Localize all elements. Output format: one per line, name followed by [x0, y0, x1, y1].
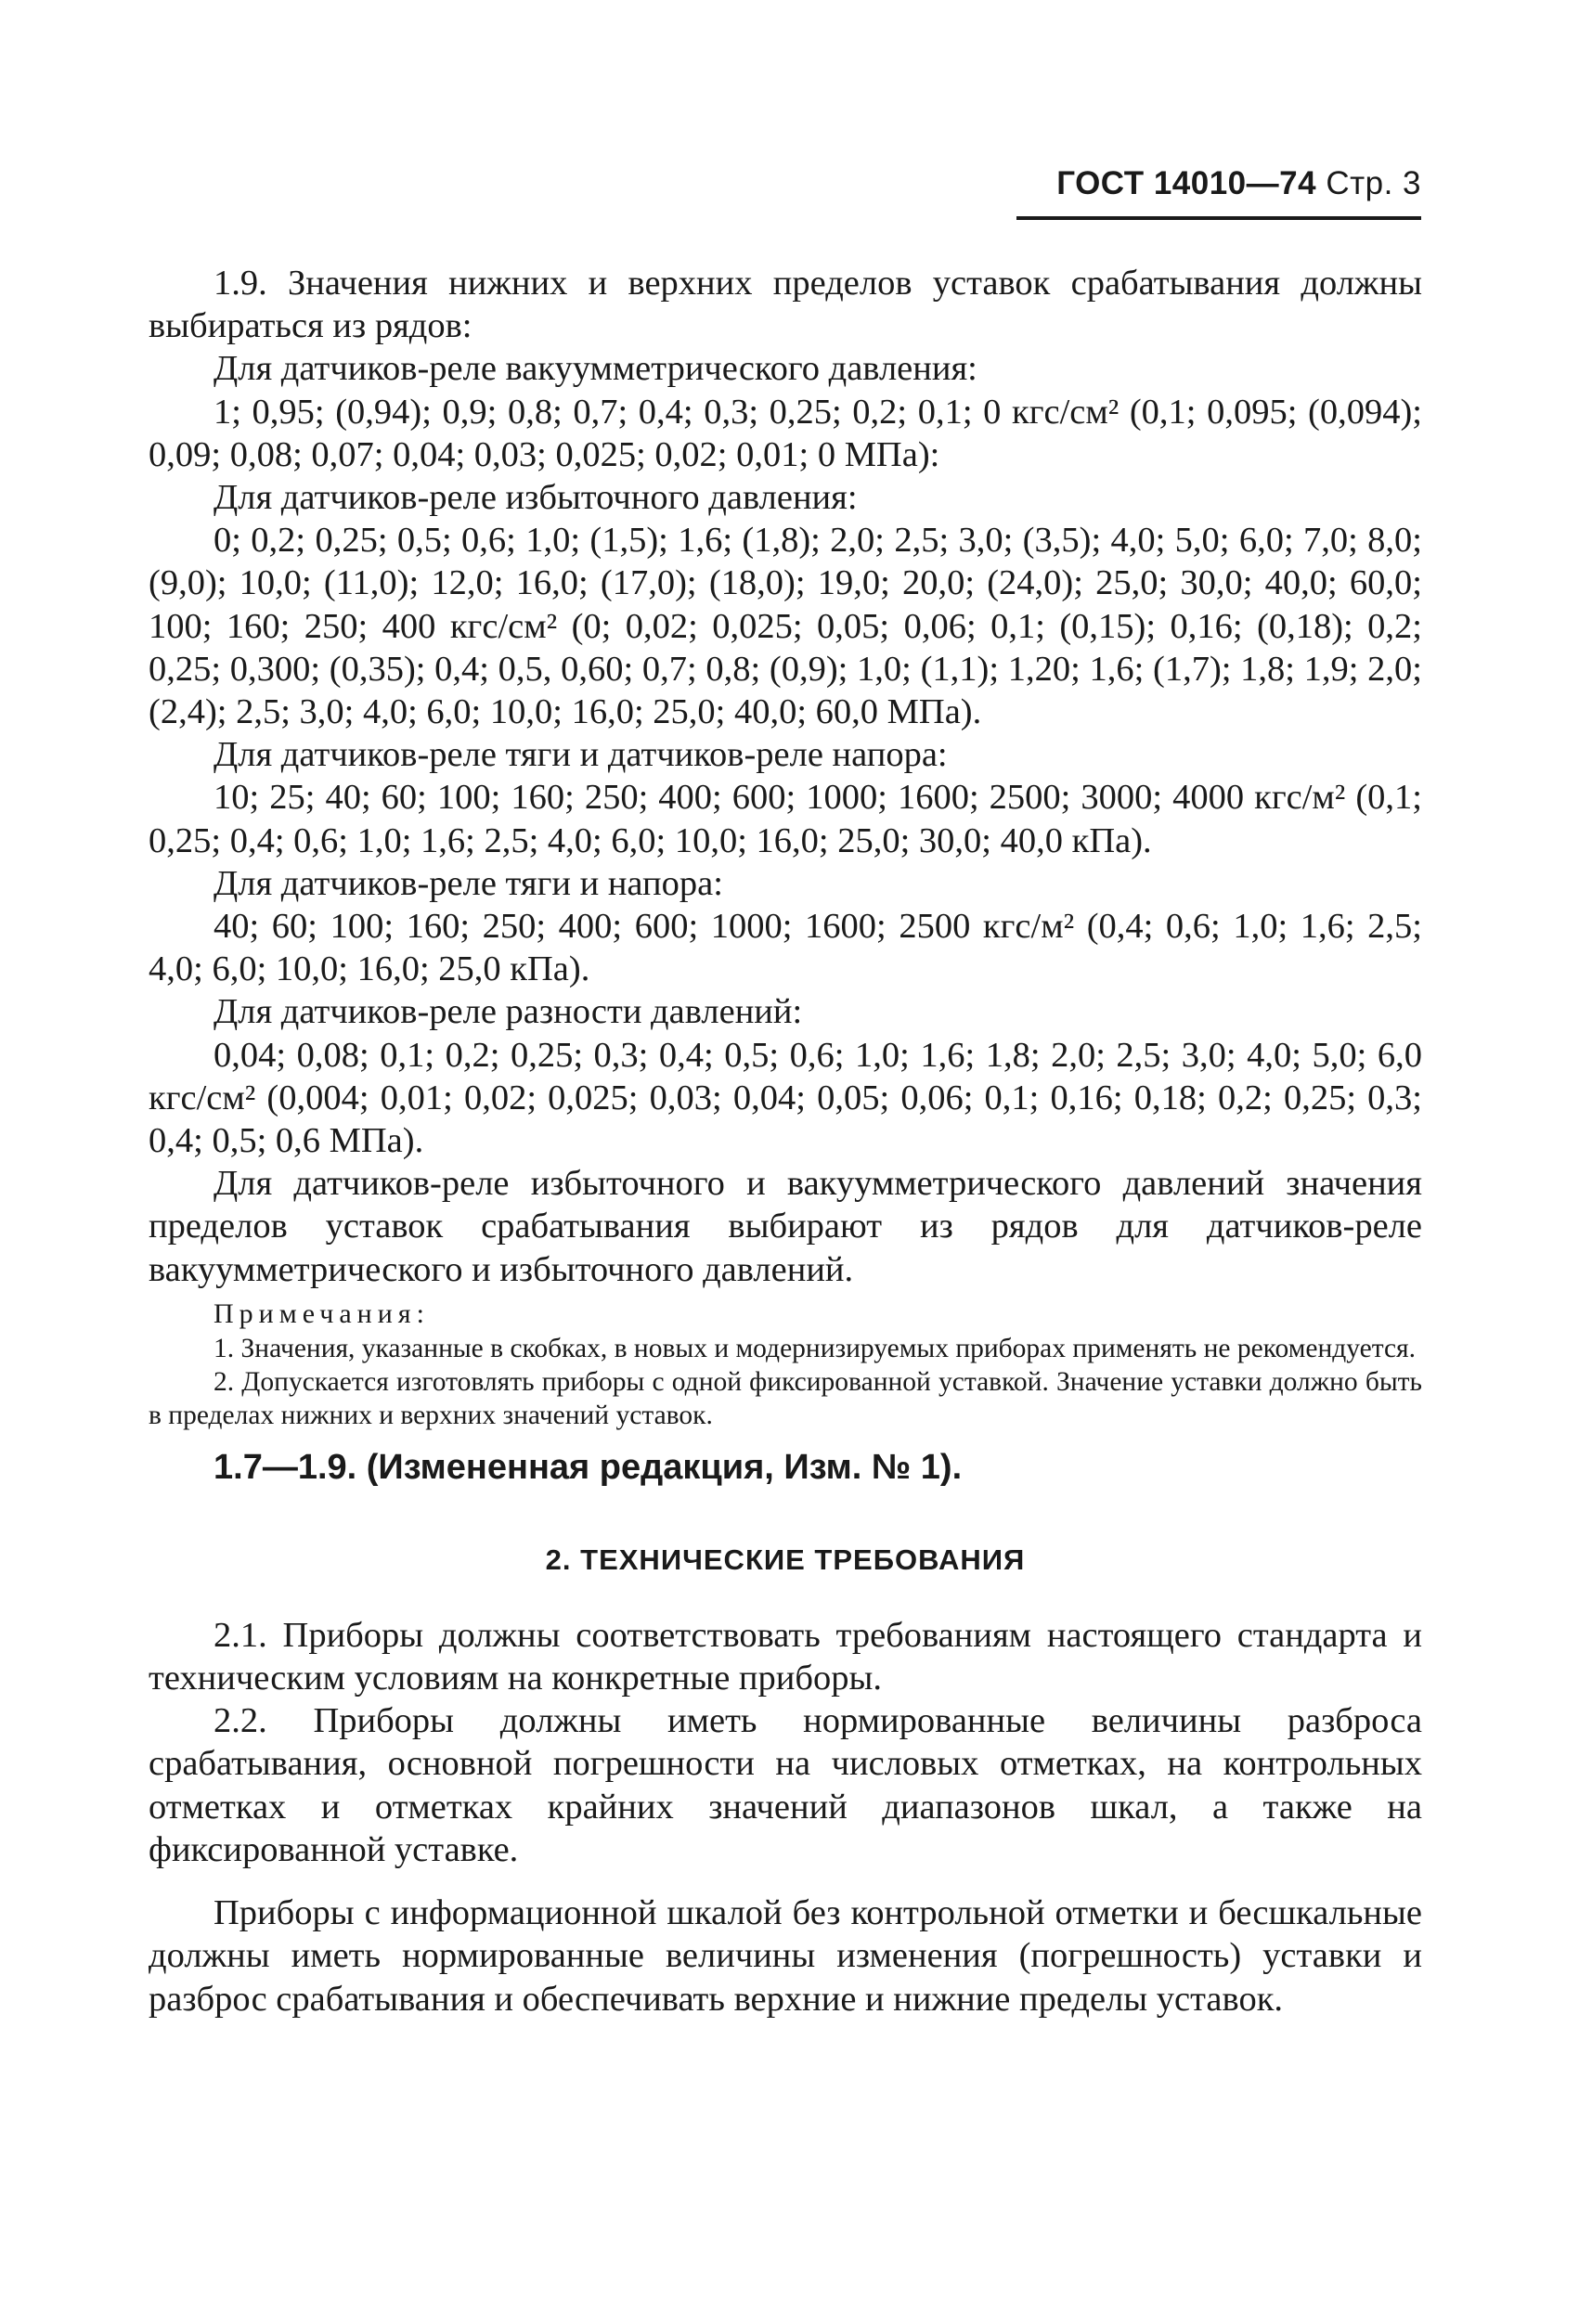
excess-label: Для датчиков-реле избыточного давления: — [214, 478, 858, 518]
excess-values: 0; 0,2; 0,25; 0,5; 0,6; 1,0; (1,5); 1,6; (1,8); 2,0; 2,5; 3,0; (3,5); 4,0; 5,0; 6,0; 7,0; 8,0; (9,0); 10,0; (11,0); 12,0; 16,0; (17,0); (18,0); 19,0; 20,0; (24,0); 25,0; 30,0; 40,0; 60,0; 100; 160; 250; 400 кгс/см² (0; 0,02; 0,025; 0,05; 0,06; 0,1; (0,15); 0,16; (0,18); 0,2; 0,25; 0,300; (0,35); 0,4; 0,5, 0,60; 0,7; 0,8; (0,9); 1,0; (1,1); 1,20; 1,6; (1,7); 1,8; 1,9; 2,0; (2,4); 2,5; 3,0; 4,0; 6,0; 10,0; 16,0; 25,0; 40,0; 60,0 МПа). — [149, 521, 1422, 732]
paragraph-gap — [149, 1871, 1422, 1891]
draft2-values: 40; 60; 100; 160; 250; 400; 600; 1000; 1600; 2500 кгс/м² (0,4; 0,6; 1,0; 1,6; 2,5; 4,0; 6,0; 10,0; 16,0; 25,0 кПа). — [149, 907, 1422, 989]
clause-2-2-continued: Приборы с информационной шкалой без контрольной отметки и бесшкальные должны иметь нормированные величины изменения (погрешность) уставки и разброс срабатывания и обеспечивать верхние и нижние пределы уставок. — [149, 1893, 1422, 2019]
vacuum-label: Для датчиков-реле вакуумметрического давления: — [214, 349, 977, 389]
standard-number: ГОСТ 14010—74 — [1056, 165, 1317, 201]
note-1: 1. Значения, указанные в скобках, в новых и модернизируемых приборах применять не рекомендуется. — [214, 1333, 1416, 1363]
note-2: 2. Допускается изготовлять приборы с одной фиксированной уставкой. Значение уставки должно быть в пределах нижних и верхних значений уставок. — [149, 1366, 1422, 1430]
diff-label: Для датчиков-реле разности давлений: — [214, 992, 803, 1032]
page-number: Стр. 3 — [1326, 165, 1421, 201]
draft-values: 10; 25; 40; 60; 100; 160; 250; 400; 600; 1000; 1600; 2500; 3000; 4000 кгс/м² (0,1; 0,25; 0,4; 0,6; 1,0; 1,6; 2,5; 4,0; 6,0; 10,0; 16,0; 25,0; 30,0; 40,0 кПа). — [149, 778, 1422, 860]
clause-1-9: 1.9. Значения нижних и верхних пределов уставок срабатывания должны выбираться из рядов: — [149, 264, 1422, 346]
combined-paragraph: Для датчиков-реле избыточного и вакуумметрического давлений значения пределов уставок срабатывания выбирают из рядов для датчиков-реле вакуумметрического и избыточного давлений. — [149, 1164, 1422, 1289]
running-header — [1056, 165, 1421, 202]
clause-2-1: 2.1. Приборы должны соответствовать требованиям настоящего стандарта и техническим условиям на конкретные приборы. — [149, 1615, 1422, 1698]
vacuum-values: 1; 0,95; (0,94); 0,9; 0,8; 0,7; 0,4; 0,3; 0,25; 0,2; 0,1; 0 кгс/см² (0,1; 0,095; (0,094); 0,09; 0,08; 0,07; 0,04; 0,03; 0,025; 0,02; 0,01; 0 МПа): — [149, 392, 1422, 474]
header-rule — [1016, 216, 1421, 220]
clause-2-2: 2.2. Приборы должны иметь нормированные величины разброса срабатывания, основной погрешности на числовых отметках, на контрольных отметках и отметках крайних значений диапазонов шкал, а также на фиксированной уставке. — [149, 1701, 1422, 1869]
draft2-label: Для датчиков-реле тяги и напора: — [214, 863, 723, 903]
diff-values: 0,04; 0,08; 0,1; 0,2; 0,25; 0,3; 0,4; 0,5; 0,6; 1,0; 1,6; 1,8; 2,0; 2,5; 3,0; 4,0; 5,0; 6,0 кгс/см² (0,004; 0,01; 0,02; 0,025; 0,03; 0,04; 0,05; 0,06; 0,1; 0,16; 0,18; 0,2; 0,25; 0,3; 0,4; 0,5; 0,6 МПа). — [149, 1035, 1422, 1161]
page-content — [149, 262, 1422, 2021]
notes-title: Примечания: — [214, 1298, 430, 1329]
amendment-note: 1.7—1.9. (Измененная редакция, Изм. № 1). — [214, 1447, 963, 1487]
draft-label: Для датчиков-реле тяги и датчиков-реле напора: — [214, 735, 948, 775]
section-2-title: 2. ТЕХНИЧЕСКИЕ ТРЕБОВАНИЯ — [545, 1543, 1026, 1576]
